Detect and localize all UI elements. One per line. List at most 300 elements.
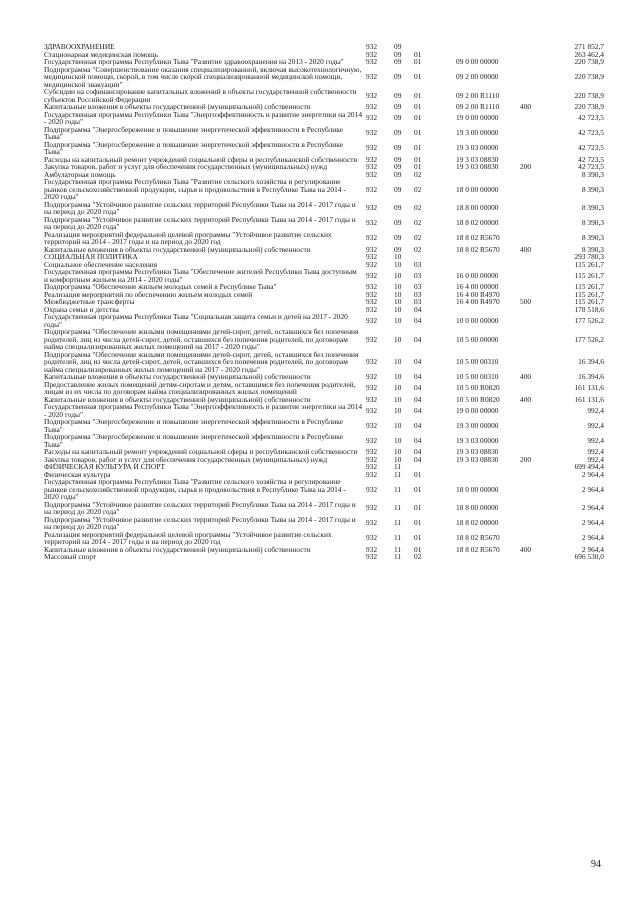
row-target-article: 09 2 00 00000 bbox=[456, 72, 499, 81]
row-amount: 16 394,6 bbox=[578, 357, 604, 366]
row-expense-type bbox=[520, 501, 556, 516]
table-row bbox=[44, 418, 604, 433]
row-name: Государственная программа Республики Тыва "Энергоэффективность и развитие энергетики на 2014 - 2020 годы" bbox=[44, 402, 363, 419]
row-target-article: 10 5 00 00310 bbox=[456, 372, 499, 381]
row-amount: 42 723,5 bbox=[578, 143, 604, 153]
row-amount: 220 738,9 bbox=[574, 90, 604, 100]
row-expense-type bbox=[520, 306, 556, 314]
row-department-code: 932 bbox=[366, 162, 378, 171]
row-expense-type bbox=[520, 553, 556, 561]
table-row bbox=[44, 403, 604, 418]
row-subsection-code: 02 bbox=[414, 169, 422, 179]
row-section-code: 09 bbox=[394, 113, 402, 123]
row-name: ЗДРАВООХРАНЕНИЕ bbox=[44, 42, 115, 51]
row-name: Подпрограмма "Обеспечение жилыми помещениями детей-сирот, детей, оставшихся без попечения родителей, лиц из числа детей-сирот, детей, оставшихся без попечения родителей, по договорам найма специализированных жилых помещений на 2017 - 2020 годы" bbox=[44, 349, 359, 374]
row-department-code: 932 bbox=[366, 244, 378, 254]
row-subsection-code: 04 bbox=[414, 420, 422, 430]
row-name: Подпрограмма "Энергосбережение и повышение энергетической эффективности в Республике Тыва" bbox=[44, 139, 343, 156]
row-target-article bbox=[456, 253, 520, 261]
row-section-code: 10 bbox=[394, 315, 402, 325]
table-row bbox=[44, 178, 604, 201]
row-amount: 115 261,7 bbox=[574, 282, 604, 291]
row-department-code: 932 bbox=[366, 394, 378, 404]
table-row bbox=[44, 328, 604, 351]
row-department-code: 932 bbox=[366, 315, 378, 325]
row-target-article: 18 0 00 00000 bbox=[456, 184, 499, 194]
row-section-code: 10 bbox=[394, 252, 402, 261]
row-department-code: 932 bbox=[366, 297, 378, 306]
row-section-code: 09 bbox=[394, 169, 402, 179]
row-department-code: 932 bbox=[366, 289, 378, 299]
row-name: Подпрограмма "Энергосбережение и повышение энергетической эффективности в Республике Тыва" bbox=[44, 124, 343, 141]
row-department-code: 932 bbox=[366, 435, 378, 445]
row-expense-type bbox=[520, 328, 556, 351]
row-department-code: 932 bbox=[366, 72, 378, 81]
row-department-code: 932 bbox=[366, 304, 378, 314]
row-name: Подпрограмма "Обеспечение жильем молодых семей в Республике Тыва" bbox=[44, 282, 277, 291]
row-target-article: 18 8 02 R5670 bbox=[456, 533, 500, 543]
row-subsection-code: 03 bbox=[414, 282, 422, 291]
row-department-code: 932 bbox=[366, 469, 378, 479]
table-row bbox=[44, 531, 604, 546]
row-target-article: 19 3 03 00000 bbox=[456, 435, 499, 445]
row-name: Капитальные вложения в объекты государственной (муниципальной) собственности bbox=[44, 102, 311, 111]
row-section-code: 10 bbox=[394, 435, 402, 445]
row-department-code: 932 bbox=[366, 102, 378, 111]
table-row bbox=[44, 478, 604, 501]
row-expense-type bbox=[520, 351, 556, 374]
row-section-code: 10 bbox=[394, 405, 402, 415]
row-expense-type bbox=[520, 531, 556, 546]
row-subsection-code: 01 bbox=[414, 162, 422, 171]
row-name: Амбулаторная помощь bbox=[44, 169, 116, 179]
row-target-article: 19 3 03 08830 bbox=[456, 162, 499, 171]
row-subsection-code: 02 bbox=[414, 244, 422, 254]
row-subsection-code: 03 bbox=[414, 270, 422, 280]
row-subsection-code: 04 bbox=[414, 304, 422, 314]
table-row bbox=[44, 66, 604, 89]
row-department-code: 932 bbox=[366, 383, 378, 393]
row-name: Предоставление жилых помещений детям-сиротам и детям, оставшимся без попечения родителей, лицам из их числа по договорам найма специализированных жилых помещений bbox=[44, 379, 356, 396]
row-expense-type bbox=[520, 216, 556, 231]
row-target-article: 10 5 00 00310 bbox=[456, 357, 499, 366]
table-row bbox=[44, 381, 604, 396]
row-department-code: 932 bbox=[366, 252, 378, 261]
row-target-article: 10 5 00 R0820 bbox=[456, 394, 500, 404]
row-amount: 8 390,3 bbox=[581, 244, 604, 254]
row-section-code: 11 bbox=[394, 533, 402, 543]
row-amount: 2 964,4 bbox=[581, 469, 604, 479]
row-section-code: 10 bbox=[394, 447, 402, 456]
row-name: Государственная программа Республики Тыва "Развитие здравоохранения на 2013 - 2020 годы" bbox=[44, 57, 344, 66]
row-target-article: 10 5 00 00000 bbox=[456, 334, 499, 344]
row-section-code: 10 bbox=[394, 289, 402, 299]
row-target-article: 19 3 00 00000 bbox=[456, 420, 499, 430]
row-department-code: 932 bbox=[366, 372, 378, 381]
row-target-article: 19 0 00 00000 bbox=[456, 405, 499, 415]
row-section-code: 11 bbox=[394, 469, 402, 479]
row-name: ФИЗИЧЕСКАЯ КУЛЬТУРА И СПОРТ bbox=[44, 462, 165, 471]
row-name: Закупка товаров, работ и услуг для обеспечения государственных (муниципальных) нужд bbox=[44, 454, 328, 464]
row-subsection-code: 01 bbox=[414, 57, 422, 66]
row-expense-type: 400 bbox=[520, 544, 532, 554]
row-target-article: 19 3 03 08830 bbox=[456, 454, 499, 464]
row-target-article bbox=[456, 261, 520, 269]
row-amount: 42 723,5 bbox=[578, 162, 604, 171]
row-expense-type bbox=[520, 381, 556, 396]
row-subsection-code: 01 bbox=[414, 90, 422, 100]
row-name: Физическая культура bbox=[44, 469, 111, 479]
row-amount: 992,4 bbox=[587, 447, 604, 456]
row-name: Капитальные вложения в объекты государственной (муниципальной) собственности bbox=[44, 544, 311, 554]
table-row bbox=[44, 501, 604, 516]
row-name: Государственная программа Республики Тыва "Развитие сельского хозяйства и регулирование рынков сельскохозяйственной продукции, сырья и продовольствия в Республике Тыва на 2014 - 2020 годы" bbox=[44, 477, 346, 501]
row-section-code: 09 bbox=[394, 72, 402, 81]
row-expense-type bbox=[520, 283, 556, 291]
row-expense-type bbox=[520, 516, 556, 531]
row-target-article bbox=[456, 171, 520, 179]
row-subsection-code: 01 bbox=[414, 484, 422, 494]
row-amount: 2 964,4 bbox=[581, 533, 604, 543]
row-name: Охрана семьи и детства bbox=[44, 304, 119, 314]
row-subsection-code: 04 bbox=[414, 372, 422, 381]
row-name: СОЦИАЛЬНАЯ ПОЛИТИКА bbox=[44, 252, 138, 261]
row-amount: 8 390,3 bbox=[581, 169, 604, 179]
row-department-code: 932 bbox=[366, 218, 378, 228]
row-section-code: 10 bbox=[394, 420, 402, 430]
row-target-article bbox=[456, 43, 520, 51]
row-section-code: 09 bbox=[394, 57, 402, 66]
row-subsection-code: 01 bbox=[414, 49, 422, 59]
row-section-code: 09 bbox=[394, 184, 402, 194]
row-subsection-code: 02 bbox=[414, 552, 422, 561]
row-amount: 8 390,3 bbox=[581, 233, 604, 243]
row-expense-type bbox=[520, 178, 556, 201]
row-section-code: 09 bbox=[394, 128, 402, 138]
table-row bbox=[44, 216, 604, 231]
row-subsection-code: 04 bbox=[414, 334, 422, 344]
row-name: Реализация мероприятий федеральной целевой программы "Устойчивое развитие сельских территорий на 2014 - 2017 годы и на период до 2020 год bbox=[44, 229, 332, 246]
row-section-code: 10 bbox=[394, 259, 402, 269]
row-expense-type: 200 bbox=[520, 454, 532, 464]
row-target-article: 16 0 00 00000 bbox=[456, 270, 499, 280]
row-name: Подпрограмма "Устойчивое развитие сельских территорий Республики Тыва на 2014 - 2017 годы и на период до 2020 года" bbox=[44, 199, 356, 216]
row-subsection-code: 02 bbox=[414, 203, 422, 213]
row-amount: 992,4 bbox=[587, 405, 604, 415]
row-expense-type bbox=[520, 261, 556, 269]
row-section-code: 09 bbox=[394, 233, 402, 243]
row-name: Межбюджетные трансферты bbox=[44, 297, 135, 306]
row-section-code: 10 bbox=[394, 454, 402, 464]
row-amount: 2 964,4 bbox=[581, 484, 604, 494]
row-subsection-code: 01 bbox=[414, 128, 422, 138]
row-section-code: 10 bbox=[394, 357, 402, 366]
row-target-article: 19 0 00 00000 bbox=[456, 113, 499, 123]
row-expense-type: 400 bbox=[520, 244, 532, 254]
table-section-row bbox=[44, 463, 604, 471]
row-amount: 115 261,7 bbox=[574, 259, 604, 269]
row-section-code: 11 bbox=[394, 518, 402, 528]
row-department-code: 932 bbox=[366, 447, 378, 456]
row-target-article: 09 2 00 R1110 bbox=[456, 90, 500, 100]
row-target-article: 18 8 00 00000 bbox=[456, 503, 499, 513]
row-target-article: 09 2 00 R1110 bbox=[456, 102, 500, 111]
row-department-code: 932 bbox=[366, 420, 378, 430]
row-subsection-code: 01 bbox=[414, 544, 422, 554]
row-expense-type bbox=[520, 66, 556, 89]
row-department-code: 932 bbox=[366, 49, 378, 59]
row-department-code: 932 bbox=[366, 454, 378, 464]
row-target-article bbox=[456, 471, 520, 479]
row-expense-type bbox=[520, 268, 556, 283]
row-target-article: 19 3 00 00000 bbox=[456, 128, 499, 138]
row-name: Подпрограмма "Устойчивое развитие сельских территорий Республики Тыва на 2014 - 2017 годы и на период до 2020 года" bbox=[44, 514, 356, 531]
row-department-code: 932 bbox=[366, 484, 378, 494]
row-department-code: 932 bbox=[366, 282, 378, 291]
row-target-article: 09 0 00 00000 bbox=[456, 57, 499, 66]
row-amount: 177 526,2 bbox=[574, 315, 604, 325]
row-subsection-code: 03 bbox=[414, 297, 422, 306]
row-expense-type bbox=[520, 313, 556, 328]
row-subsection-code: 04 bbox=[414, 405, 422, 415]
row-target-article bbox=[456, 306, 520, 314]
row-amount: 2 964,4 bbox=[581, 503, 604, 513]
table-row bbox=[44, 313, 604, 328]
row-section-code: 10 bbox=[394, 270, 402, 280]
row-department-code: 932 bbox=[366, 270, 378, 280]
row-department-code: 932 bbox=[366, 154, 378, 164]
table-row bbox=[44, 126, 604, 141]
row-subsection-code: 01 bbox=[414, 154, 422, 164]
row-target-article: 18 0 00 00000 bbox=[456, 484, 499, 494]
row-department-code: 932 bbox=[366, 233, 378, 243]
row-name: Стационарная медицинская помощь bbox=[44, 49, 159, 59]
row-amount: 2 964,4 bbox=[581, 518, 604, 528]
table-row bbox=[44, 268, 604, 283]
row-name: Субсидии на софинансирование капитальных вложений в объекты государственной собственности субъектов Российской Федерации bbox=[44, 87, 357, 104]
row-name: Закупка товаров, работ и услуг для обеспечения государственных (муниципальных) нужд bbox=[44, 162, 328, 171]
row-amount: 220 738,9 bbox=[574, 57, 604, 66]
row-subsection-code: 02 bbox=[414, 233, 422, 243]
row-subsection-code: 04 bbox=[414, 447, 422, 456]
row-department-code: 932 bbox=[366, 169, 378, 179]
row-subsection-code: 03 bbox=[414, 289, 422, 299]
row-expense-type bbox=[520, 463, 556, 471]
table-row bbox=[44, 298, 604, 306]
table-row bbox=[44, 141, 604, 156]
row-subsection-code: 04 bbox=[414, 315, 422, 325]
row-expense-type bbox=[520, 478, 556, 501]
row-target-article: 19 3 03 08830 bbox=[456, 447, 499, 456]
row-expense-type bbox=[520, 51, 556, 59]
row-target-article: 18 8 02 R5670 bbox=[456, 233, 500, 243]
row-subsection-code: 01 bbox=[414, 72, 422, 81]
row-section-code: 10 bbox=[394, 282, 402, 291]
row-department-code: 932 bbox=[366, 357, 378, 366]
row-subsection-code: 04 bbox=[414, 435, 422, 445]
row-amount: 271 852,7 bbox=[574, 42, 604, 51]
row-section-code: 09 bbox=[394, 42, 402, 51]
row-target-article bbox=[456, 463, 520, 471]
row-department-code: 932 bbox=[366, 552, 378, 561]
row-department-code: 932 bbox=[366, 42, 378, 51]
row-subsection-code: 03 bbox=[414, 259, 422, 269]
row-department-code: 932 bbox=[366, 90, 378, 100]
row-amount: 42 723,5 bbox=[578, 154, 604, 164]
row-subsection-code: 04 bbox=[414, 383, 422, 393]
row-target-article: 18 8 00 00000 bbox=[456, 203, 499, 213]
row-name: Реализация мероприятий федеральной целевой программы "Устойчивое развитие сельских территорий на 2014 - 2017 годы и на период до 2020 год bbox=[44, 529, 332, 546]
row-target-article: 18 8 02 R5670 bbox=[456, 244, 500, 254]
row-amount: 8 390,3 bbox=[581, 184, 604, 194]
budget-table bbox=[44, 43, 604, 561]
row-name: Государственная программа Республики Тыва "Развитие сельского хозяйства и регулирование рынков сельскохозяйственной продукции, сырья и продовольствия в Республике Тыва на 2014 - 2020 годы" bbox=[44, 177, 346, 201]
row-department-code: 932 bbox=[366, 113, 378, 123]
row-expense-type bbox=[520, 201, 556, 216]
row-amount: 8 390,3 bbox=[581, 203, 604, 213]
row-section-code: 10 bbox=[394, 372, 402, 381]
row-amount: 115 261,7 bbox=[574, 297, 604, 306]
row-section-code: 10 bbox=[394, 334, 402, 344]
row-target-article: 18 8 02 00000 bbox=[456, 518, 499, 528]
row-subsection-code: 01 bbox=[414, 469, 422, 479]
row-name: Реализация мероприятий по обеспечению жильем молодых семей bbox=[44, 289, 253, 299]
row-name: Подпрограмма "Устойчивое развитие сельских территорий Республики Тыва на 2014 - 2017 годы и на период до 2020 года" bbox=[44, 499, 356, 516]
row-target-article: 18 8 02 R5670 bbox=[456, 544, 500, 554]
row-name: Подпрограмма "Устойчивое развитие сельских территорий Республики Тыва на 2014 - 2017 годы и на период до 2020 года" bbox=[44, 214, 356, 231]
row-name: Государственная программа Республики Тыва "Энергоэффективность и развитие энергетики на 2014 - 2020 годы" bbox=[44, 109, 363, 126]
row-section-code: 09 bbox=[394, 244, 402, 254]
row-amount: 16 394,6 bbox=[578, 372, 604, 381]
row-name: Массовый спорт bbox=[44, 552, 97, 561]
row-name: Подпрограмма "Энергосбережение и повышение энергетической эффективности в Республике Тыва" bbox=[44, 417, 343, 434]
row-target-article: 19 3 03 08830 bbox=[456, 154, 499, 164]
row-amount: 220 738,9 bbox=[574, 72, 604, 81]
row-amount: 220 738,9 bbox=[574, 102, 604, 111]
row-amount: 42 723,5 bbox=[578, 113, 604, 123]
table-row bbox=[44, 433, 604, 448]
table-row bbox=[44, 351, 604, 374]
row-department-code: 932 bbox=[366, 462, 378, 471]
row-section-code: 09 bbox=[394, 90, 402, 100]
page-number: 94 bbox=[591, 859, 601, 870]
row-department-code: 932 bbox=[366, 143, 378, 153]
table-row bbox=[44, 201, 604, 216]
table-row bbox=[44, 546, 604, 554]
row-section-code: 09 bbox=[394, 162, 402, 171]
row-expense-type bbox=[520, 88, 556, 103]
row-expense-type bbox=[520, 471, 556, 479]
row-department-code: 932 bbox=[366, 259, 378, 269]
row-subsection-code: 04 bbox=[414, 357, 422, 366]
row-subsection-code: 02 bbox=[414, 184, 422, 194]
row-section-code: 09 bbox=[394, 218, 402, 228]
row-target-article: 10 0 00 00000 bbox=[456, 315, 499, 325]
row-amount: 263 462,4 bbox=[574, 49, 604, 59]
row-target-article: 16 4 00 R4970 bbox=[456, 289, 500, 299]
row-name: Социальное обеспечение населения bbox=[44, 259, 158, 269]
row-amount: 115 261,7 bbox=[574, 270, 604, 280]
row-expense-type bbox=[520, 403, 556, 418]
row-department-code: 932 bbox=[366, 518, 378, 528]
row-amount: 178 518,6 bbox=[574, 304, 604, 314]
row-amount: 696 530,0 bbox=[574, 552, 604, 561]
table-row bbox=[44, 231, 604, 246]
row-section-code: 11 bbox=[394, 484, 402, 494]
row-amount: 293 780,3 bbox=[574, 252, 604, 261]
row-department-code: 932 bbox=[366, 334, 378, 344]
row-target-article bbox=[456, 553, 520, 561]
table-row bbox=[44, 88, 604, 103]
row-section-code: 09 bbox=[394, 102, 402, 111]
row-expense-type bbox=[520, 418, 556, 433]
row-name: Капитальные вложения в объекты государственной (муниципальной) собственности bbox=[44, 372, 311, 381]
row-expense-type bbox=[520, 253, 556, 261]
row-section-code: 10 bbox=[394, 297, 402, 306]
row-expense-type bbox=[520, 231, 556, 246]
row-amount: 177 526,2 bbox=[574, 334, 604, 344]
row-amount: 161 131,6 bbox=[574, 383, 604, 393]
row-department-code: 932 bbox=[366, 405, 378, 415]
row-amount: 992,4 bbox=[587, 435, 604, 445]
row-subsection-code: 02 bbox=[414, 218, 422, 228]
budget-table-page bbox=[44, 43, 604, 561]
row-section-code: 11 bbox=[394, 462, 402, 471]
row-expense-type bbox=[520, 126, 556, 141]
row-target-article: 16 4 00 R4970 bbox=[456, 297, 500, 306]
row-amount: 2 964,4 bbox=[581, 544, 604, 554]
row-section-code: 10 bbox=[394, 383, 402, 393]
row-section-code: 10 bbox=[394, 304, 402, 314]
row-name: Расходы на капитальный ремонт учреждений социальной сферы и республиканской собственности bbox=[44, 447, 358, 456]
row-name: Расходы на капитальный ремонт учреждений социальной сферы и республиканской собственности bbox=[44, 154, 358, 164]
row-subsection-code: 01 bbox=[414, 102, 422, 111]
row-name: Подпрограмма "Обеспечение жилыми помещениями детей-сирот, детей, оставшихся без попечения родителей, лиц из числа детей-сирот, детей, оставшихся без попечения родителей, по договорам найма специализированных жилых помещений на 2017 - 2020 годы" bbox=[44, 327, 359, 351]
row-amount: 115 261,7 bbox=[574, 289, 604, 299]
row-name: Капитальные вложения в объекты государственной (муниципальной) собственности bbox=[44, 244, 311, 254]
row-amount: 699 494,4 bbox=[574, 462, 604, 471]
row-amount: 992,4 bbox=[587, 420, 604, 430]
row-target-article: 16 4 00 00000 bbox=[456, 282, 499, 291]
row-section-code: 09 bbox=[394, 143, 402, 153]
row-section-code: 10 bbox=[394, 394, 402, 404]
row-expense-type bbox=[520, 111, 556, 126]
row-subsection-code: 04 bbox=[414, 394, 422, 404]
table-row bbox=[44, 111, 604, 126]
row-subsection-code: 01 bbox=[414, 143, 422, 153]
row-expense-type bbox=[520, 43, 556, 51]
row-section-code: 11 bbox=[394, 552, 402, 561]
row-section-code: 09 bbox=[394, 154, 402, 164]
row-department-code: 932 bbox=[366, 203, 378, 213]
row-subsection-code: 04 bbox=[414, 454, 422, 464]
row-subsection-code: 01 bbox=[414, 503, 422, 513]
row-name: Государственная программа Республики Тыва "Обеспечение жителей Республики Тыва доступным и комфортным жильем на 2014 - 2020 годы" bbox=[44, 267, 357, 284]
row-name: Подпрограмма "Совершенствование оказания специализированной, включая высокотехнологичную, медицинской помощи, скорой, в том числе скорой специализированной медицинской помощи, медицинской эвакуации" bbox=[44, 64, 362, 89]
row-expense-type bbox=[520, 58, 556, 66]
row-section-code: 11 bbox=[394, 503, 402, 513]
row-department-code: 932 bbox=[366, 57, 378, 66]
row-expense-type bbox=[520, 433, 556, 448]
row-target-article: 18 8 02 00000 bbox=[456, 218, 499, 228]
budget-table-body bbox=[44, 43, 604, 561]
row-section-code: 09 bbox=[394, 49, 402, 59]
row-amount: 42 723,5 bbox=[578, 128, 604, 138]
row-section-code: 11 bbox=[394, 544, 402, 554]
row-amount: 992,4 bbox=[587, 454, 604, 464]
row-target-article: 10 5 00 R0820 bbox=[456, 383, 500, 393]
row-expense-type: 500 bbox=[520, 297, 532, 306]
